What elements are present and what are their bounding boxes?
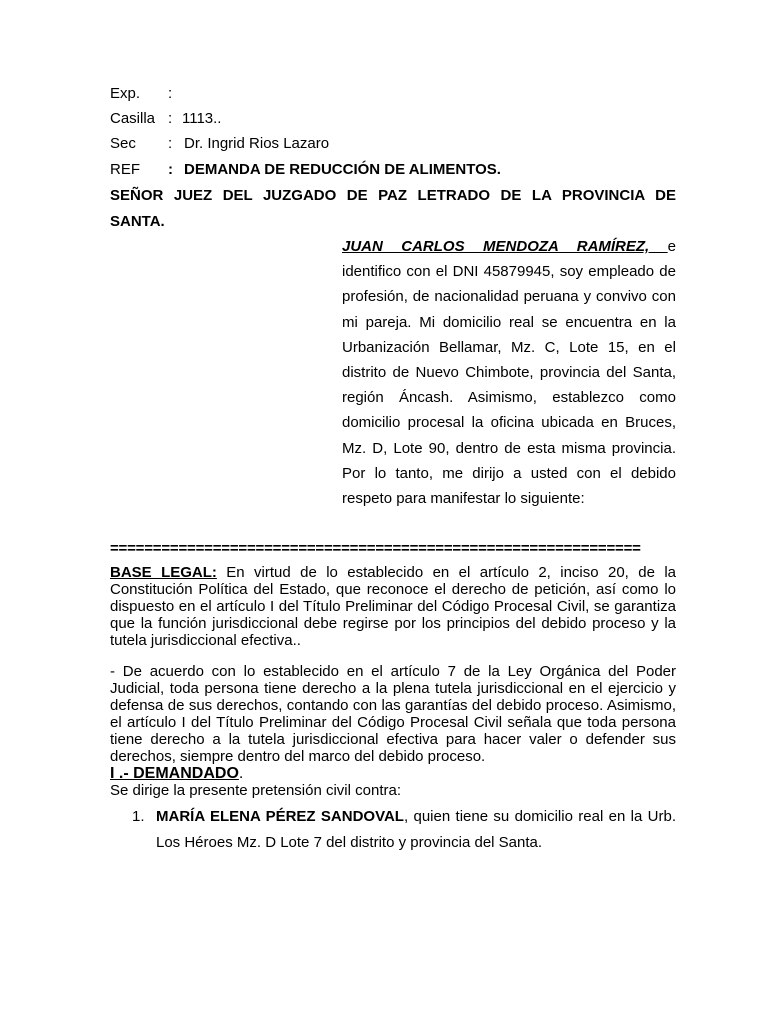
sec-sep: : [168,135,173,152]
demandado-heading-suffix: . [238,765,244,782]
list-item [132,804,676,856]
ref-label: REF [110,161,140,178]
intro-text: e identifico con el DNI 45879945, soy empleado de profesión, de nacionalidad peruana y convivo con mi pareja. Mi domicilio real se encuentra en la Urbanización Bellamar, Mz. C, Lote 15, en el distrito de Nuevo Chimbote, provincia del Santa, región Áncash. Asimismo, establezco como domicilio procesal la oficina ubicada en Bruces, Mz. D, Lote 90, dentro de esta misma provincia. Por lo tanto, me dirijo a usted con el debido respeto para manifestar lo siguiente: [342,238,676,508]
section-demandado-title [110,764,243,784]
header-casilla [110,109,676,129]
addressee-line1: SEÑOR JUEZ DEL JUZGADO DE PAZ LETRADO DE LA PROVINCIA DE [110,187,676,204]
casilla-sep: : [168,110,173,127]
separator-line: ============================================================== [110,540,641,557]
ref-value: DEMANDA DE REDUCCIÓN DE ALIMENTOS. [184,161,501,178]
header-ref [110,160,676,180]
ref-sep: : [168,161,173,178]
defendant-name: MARÍA ELENA PÉREZ SANDOVAL [156,808,404,825]
base-legal-text: En virtud de lo establecido en el artículo 2, inciso 20, de la Constitución Política del Estado, que reconoce el derecho de petición, así como lo dispuesto en el artículo I del Título Preliminar del Código Procesal Civil, se garantiza que la función jurisdiccional debe regirse por los principios del debido proceso y la tutela jurisdiccional efectiva.. [110,564,676,649]
sec-value: Dr. Ingrid Rios Lazaro [184,135,330,152]
list-item-number: 1. [132,808,145,825]
defendant-address: , quien tiene su domicilio real en la Urb. Los Héroes Mz. D Lote 7 del distrito y provincia del Santa. [156,808,677,851]
base-legal-label: BASE LEGAL: [110,564,217,581]
header-sec [110,134,676,154]
plaintiff-name: JUAN CARLOS MENDOZA RAMÍREZ, [342,238,668,255]
header-exp [110,84,676,104]
demandado-lead: Se dirige la presente pretensión civil contra: [110,782,401,799]
casilla-value: 1113.. [182,110,222,127]
sec-label: Sec [110,135,136,152]
exp-sep: : [168,85,173,102]
base-legal-paragraph [110,564,676,649]
exp-label: Exp. [110,85,141,102]
ley-organica-paragraph: - De acuerdo con lo establecido en el artículo 7 de la Ley Orgánica del Poder Judicial, toda persona tiene derecho a la plena tutela jurisdiccional en el ejercicio y defensa de sus derechos, contando con las garantías del debido proceso. Asimismo, el artículo I del Título Preliminar del Código Procesal Civil señala que toda persona tiene derecho a la tutela jurisdiccional efectiva para hacer valer o defender sus derechos, siempre dentro del marco del debido proceso. [110,663,676,765]
demandado-heading: I .- DEMANDADO [110,765,239,782]
addressee-line2: SANTA. [110,213,165,230]
list-item-text [156,804,676,856]
casilla-label: Casilla [110,110,156,127]
addressee [110,183,676,235]
intro-paragraph [342,234,676,511]
